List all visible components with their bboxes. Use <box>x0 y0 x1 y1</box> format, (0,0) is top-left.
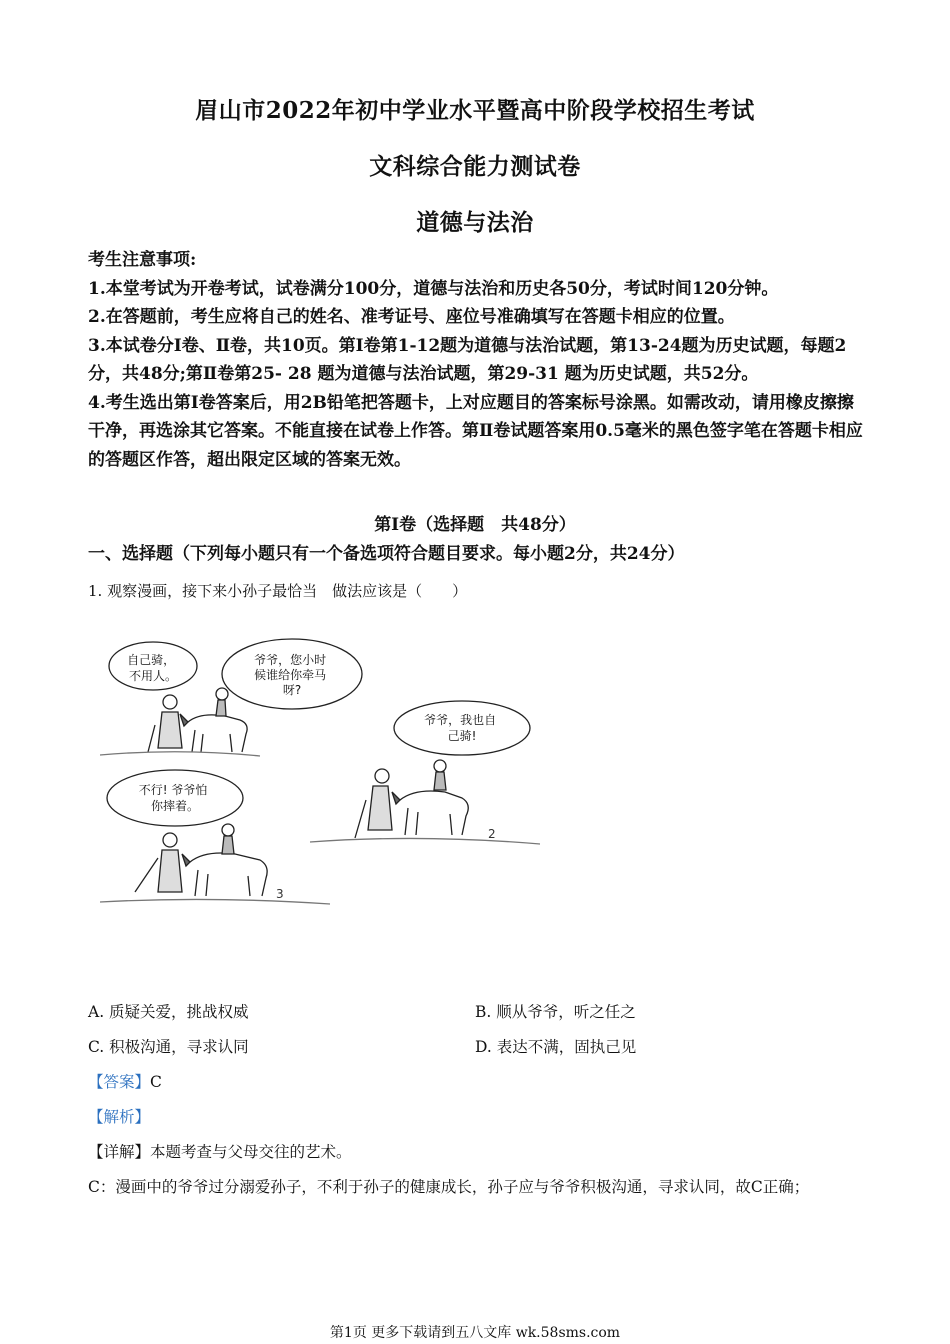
panel-number-2: 2 <box>488 827 496 841</box>
bubble-2-line: 候谁给你牵马 <box>254 668 327 682</box>
comic-panel-3 <box>100 770 330 904</box>
exam-title-line1: 眉山市2022年初中学业水平暨高中阶段学校招生考试 <box>195 97 755 124</box>
section-title: 第Ⅰ卷（选择题 共48分） <box>374 515 576 535</box>
panel-number-3: 3 <box>276 887 284 901</box>
bubble-1-line: 自己骑， <box>127 653 176 667</box>
notice-block <box>88 246 868 474</box>
answer-line <box>88 1070 878 1092</box>
exam-title-line2: 文科综合能力测试卷 <box>369 153 581 180</box>
detail-line: 【详解】本题考查与父母交往的艺术。 <box>88 1143 352 1161</box>
option-c: C. 积极沟通，寻求认同 <box>88 1038 249 1056</box>
answer-value: C <box>150 1073 162 1091</box>
explanation-line: C：漫画中的爷爷过分溺爱孙子，不利于孙子的健康成长，孙子应与爷爷积极沟通，寻求认同，故C正确； <box>88 1178 810 1196</box>
comic-illustration <box>100 630 560 920</box>
bubble-2-line: 爷爷，您小时 <box>254 653 327 667</box>
answer-tag: 【答案】 <box>88 1073 151 1091</box>
question-stem: 1. 观察漫画，接下来小孙子最恰当 做法应该是（ ） <box>88 582 468 600</box>
bubble-3-line: 己骑! <box>447 729 477 743</box>
page-footer: 第1页 更多下载请到五八文库 wk.58sms.com <box>329 1325 621 1341</box>
exam-subject-title: 道德与法治 <box>416 209 534 236</box>
notice-item: 1.本堂考试为开卷考试，试卷满分100分，道德与法治和历史各50分，考试时间120分钟。 <box>88 278 779 299</box>
option-a: A. 质疑关爱，挑战权威 <box>88 1003 249 1021</box>
bubble-4-line: 不行! 爷爷怕 <box>138 783 208 797</box>
bubble-3-line: 爷爷，我也自 <box>424 713 497 727</box>
notice-item: 3.本试卷分Ⅰ卷、Ⅱ卷，共10页。第Ⅰ卷第1-12题为道德与法治试题，第13-24题为历史试题，每题2分，共48分;第Ⅱ卷第25- 28 题为道德与法治试题，第29-31 题为历史试题，共52分。 <box>88 335 847 384</box>
option-d: D. 表达不满，固执己见 <box>475 1038 637 1056</box>
bubble-1-line: 不用人。 <box>128 669 178 683</box>
bubble-4-line: 你摔着。 <box>150 799 200 813</box>
notice-item: 4.考生选出第Ⅰ卷答案后，用2B铅笔把答题卡，上对应题目的答案标号涂黑。如需改动，请用橡皮擦擦干净，再选涂其它答案。不能直接在试卷上作答。第Ⅱ卷试题答案用0.5毫米的黑色签字笔在答题卡相应的答题区作答，超出限定区域的答案无效。 <box>88 392 863 470</box>
analysis-tag: 【解析】 <box>88 1108 151 1126</box>
option-b: B. 顺从爷爷，听之任之 <box>475 1003 636 1021</box>
bubble-2-line: 呀? <box>282 683 302 697</box>
part-title: 一、选择题（下列每小题只有一个备选项符合题目要求。每小题2分，共24分） <box>88 544 685 564</box>
notice-item: 2.在答题前，考生应将自己的姓名、准考证号、座位号准确填写在答题卡相应的位置。 <box>88 307 735 327</box>
analysis-line <box>88 1105 878 1127</box>
notice-heading: 考生注意事项: <box>88 250 197 270</box>
